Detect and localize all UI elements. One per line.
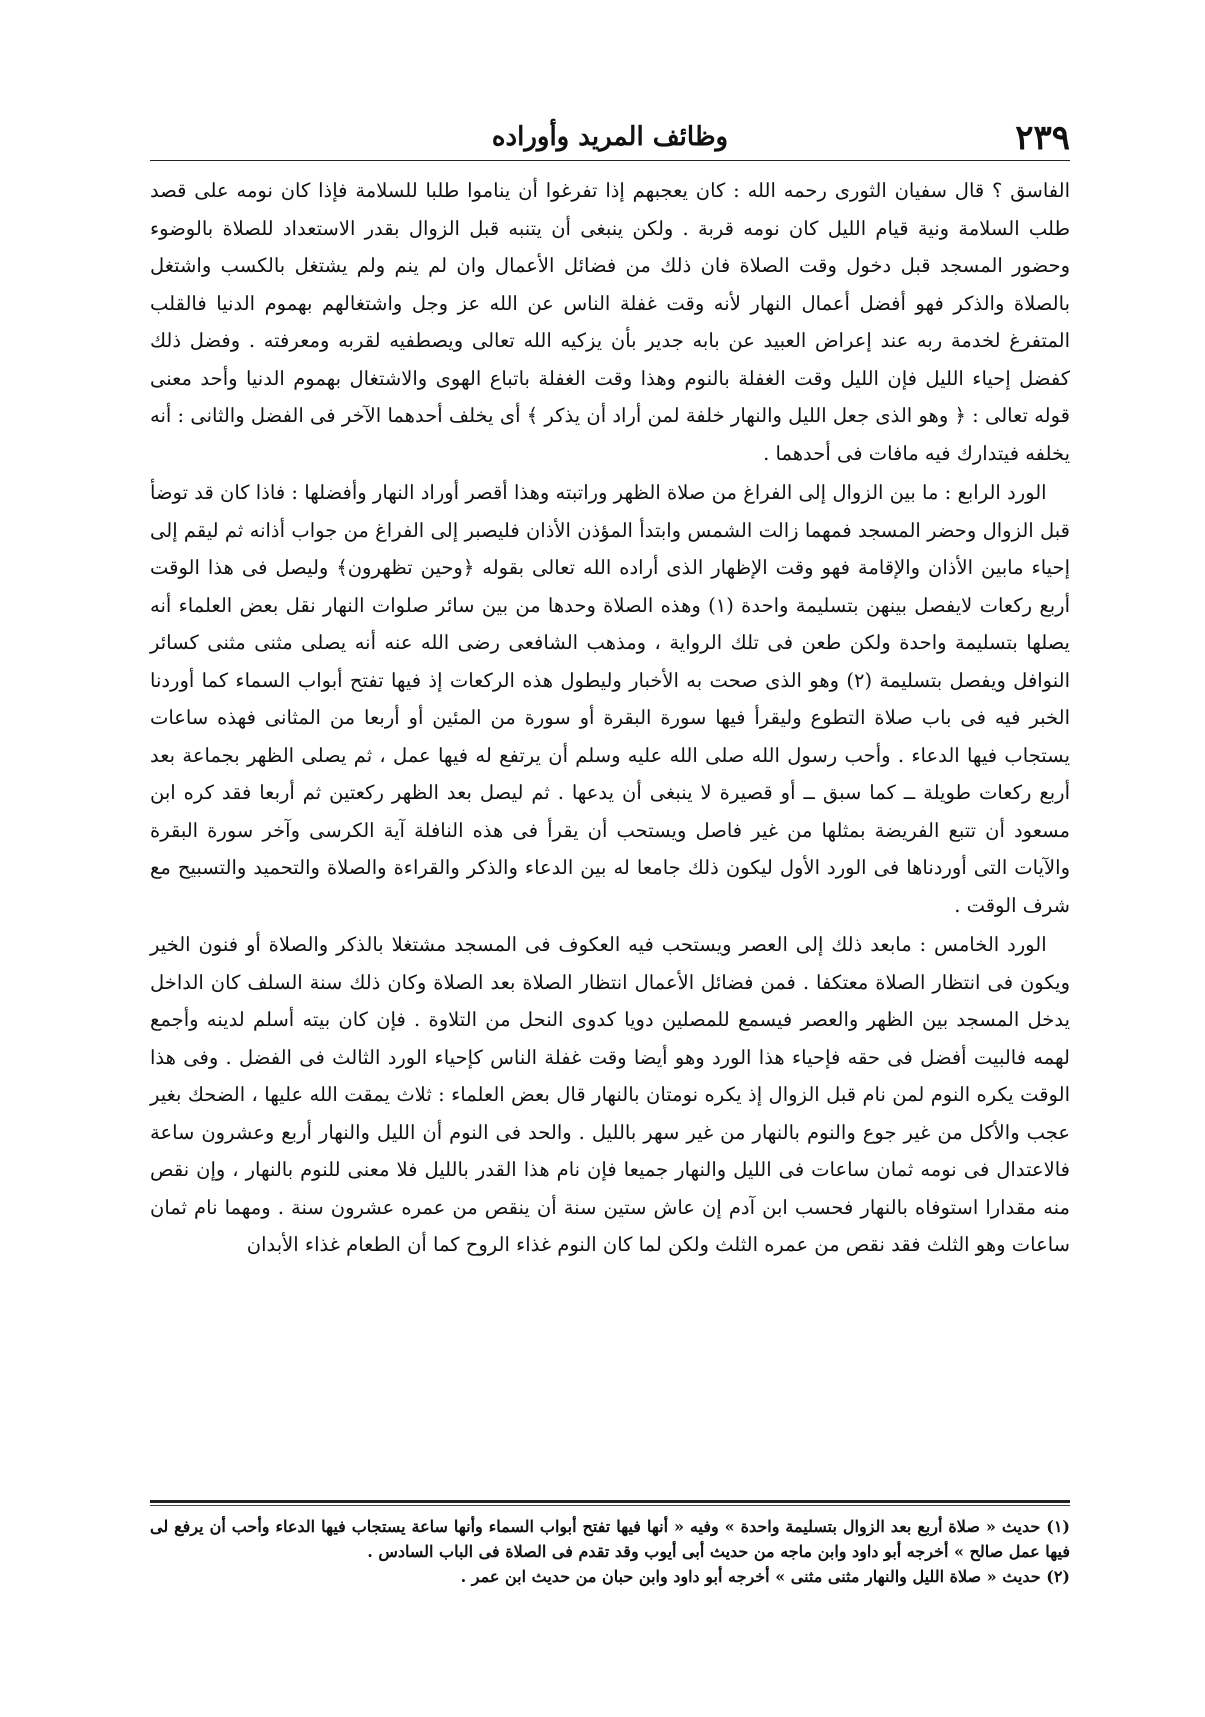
footnote-divider-thin [150, 1505, 1070, 1506]
footnote: (٢) حديث « صلاة الليل والنهار مثنى مثنى » أخرجه أبو داود وابن حبان من حديث ابن عمر . [460, 1567, 1070, 1586]
footnote-divider [150, 1500, 1070, 1503]
footnote: (١) حديث « صلاة أربع بعد الزوال بتسليمة واحدة » وفيه « أنها فيها تفتح أبواب السماء وأنها ساعة يستجاب فيها الدعاء وأحب أن يرفع لى فيها عمل صالح » أخرجه أبو داود وابن ماجه من حديث أبى أيوب وقد تقدم فى الصلاة فى الباب السادس . [150, 1517, 1070, 1561]
main-text [150, 172, 1070, 1264]
paragraph: الفاسق ؟ قال سفيان الثورى رحمه الله : كان يعجبهم إذا تفرغوا أن يناموا طلبا للسلامة فإذا كان نومه على قصد طلب السلامة ونية قيام الليل كان نومه قربة . ولكن ينبغى أن يتنبه قبل الزوال بقدر الاستعداد للصلاة بالوضوء وحضور المسجد قبل دخول وقت الصلاة فان ذلك من فضائل الأعمال وان لم ينم ولم يشتغل بالكسب واشتغل بالصلاة والذكر فهو أفضل أعمال النهار لأنه وقت غفلة الناس عن الله عز وجل واشتغالهم بهموم الدنيا فالقلب المتفرغ لخدمة ربه عند إعراض العبيد عن بابه جدير بأن يزكيه الله تعالى ويصطفيه لقربه ومعرفته . وفضل ذلك كفضل إحياء الليل فإن الليل وقت الغفلة بالنوم وهذا وقت الغفلة باتباع الهوى والاشتغال بهموم الدنيا وأحد معنى قوله تعالى : ﴿ وهو الذى جعل الليل والنهار خلفة لمن أراد أن يذكر ﴾ أى يخلف أحدهما الآخر فى الفضل والثانى : أنه يخلفه فيتدارك فيه مافات فى أحدهما . [150, 179, 1070, 465]
page-number: ٢٣٩ [1015, 118, 1070, 158]
page-header [150, 118, 1070, 164]
paragraph: الورد الخامس : مابعد ذلك إلى العصر ويستحب فيه العكوف فى المسجد مشتغلا بالذكر والصلاة أو فنون الخير ويكون فى انتظار الصلاة معتكفا . فمن فضائل الأعمال انتظار الصلاة بعد الصلاة وكان ذلك سنة السلف كان الداخل يدخل المسجد بين الظهر والعصر فيسمع للمصلين دويا كدوى النحل من التلاوة . فإن كان بيته أسلم لدينه وأجمع لهمه فالبيت أفضل فى حقه فإحياء هذا الورد وهو أيضا وقت غفلة الناس كإحياء الورد الثالث فى الفضل . وفى هذا الوقت يكره النوم لمن نام قبل الزوال إذ يكره نومتان بالنهار قال بعض العلماء : ثلاث يمقت الله عليها ، الضحك بغير عجب والأكل من غير جوع والنوم بالنهار من غير سهر بالليل . والحد فى النوم أن الليل والنهار أربع وعشرون ساعة فالاعتدال فى نومه ثمان ساعات فى الليل والنهار جميعا فإن نام هذا القدر بالليل فلا معنى للنوم بالنهار ، وإن نقص منه مقدارا استوفاه بالنهار فحسب ابن آدم إن عاش ستين سنة أن ينقص من عمره عشرون سنة . ومهما نام ثمان ساعات وهو الثلث فقد نقص من عمره الثلث ولكن لما كان النوم غذاء الروح كما أن الطعام غذاء الأبدان [150, 933, 1070, 1256]
paragraph: الورد الرابع : ما بين الزوال إلى الفراغ من صلاة الظهر وراتبته وهذا أقصر أوراد النهار وأفضلها : فاذا كان قد توضأ قبل الزوال وحضر المسجد فمهما زالت الشمس وابتدأ المؤذن الأذان فليصبر إلى الفراغ من جواب أذانه ثم ليقم إلى إحياء مابين الأذان والإقامة فهو وقت الإظهار الذى أراده الله تعالى بقوله ﴿وحين تظهرون﴾ وليصل فى هذا الوقت أربع ركعات لايفصل بينهن بتسليمة واحدة (١) وهذه الصلاة وحدها من بين سائر صلوات النهار نقل بعض العلماء أنه يصلها بتسليمة واحدة ولكن طعن فى تلك الرواية ، ومذهب الشافعى رضى الله عنه أنه يصلى مثنى مثنى كسائر النوافل ويفصل بتسليمة (٢) وهو الذى صحت به الأخبار وليطول هذه الركعات إذ فيها تفتح أبواب السماء كما أوردنا الخبر فيه فى باب صلاة التطوع وليقرأ فيها سورة البقرة أو سورة من المئين أو أربعا من المثانى فهذه ساعات يستجاب فيها الدعاء . وأحب رسول الله صلى الله عليه وسلم أن يرتفع له فيها عمل ، ثم يصلى الظهر بجماعة بعد أربع ركعات طويلة ــ كما سبق ــ أو قصيرة لا ينبغى أن يدعها . ثم ليصل بعد الظهر ركعتين ثم أربعا فقد كره ابن مسعود أن تتبع الفريضة بمثلها من غير فاصل ويستحب أن يقرأ فى هذه النافلة آية الكرسى وآخر سورة البقرة والآيات التى أوردناها فى الورد الأول ليكون ذلك جامعا له بين الدعاء والذكر والقراءة والصلاة والتحميد والتسبيح مع شرف الوقت . [150, 481, 1070, 917]
header-divider [150, 160, 1070, 161]
running-title: وظائف المريد وأوراده [491, 122, 729, 152]
footnotes [150, 1514, 1070, 1589]
